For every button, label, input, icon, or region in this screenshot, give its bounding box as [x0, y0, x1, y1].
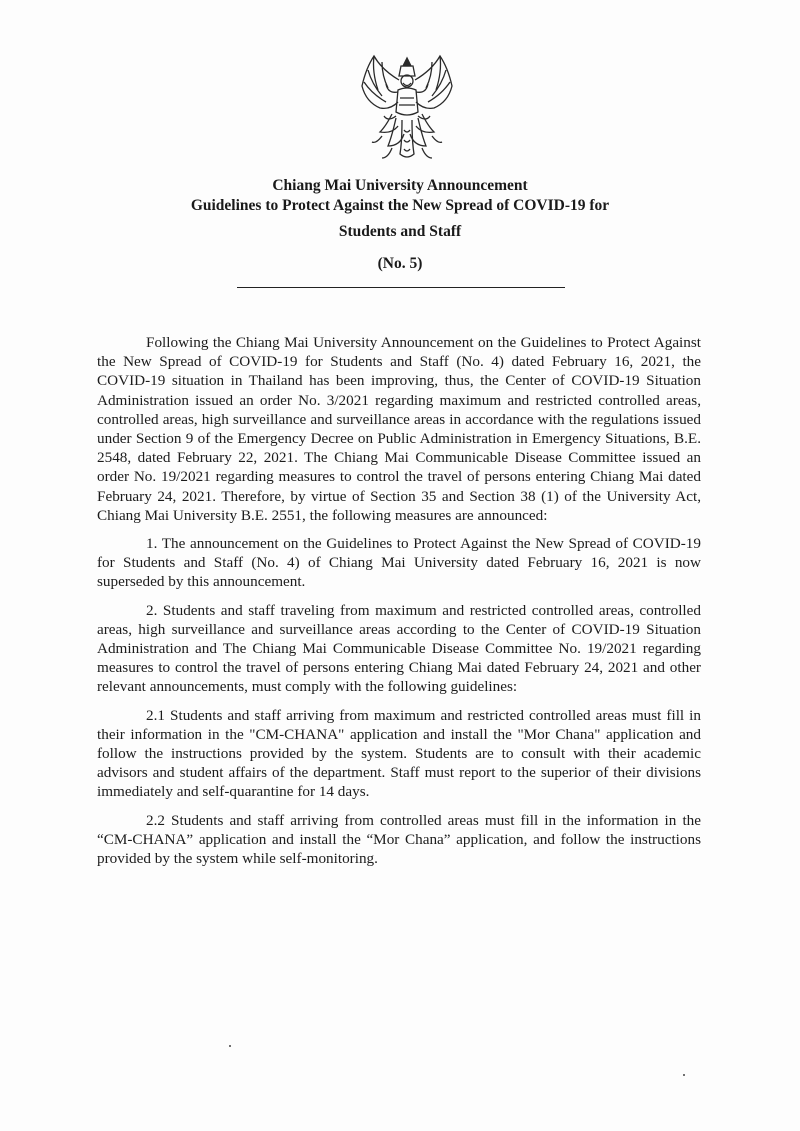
announcement-subtitle-continued: Students and Staff [338, 223, 462, 240]
announcement-body [97, 333, 701, 878]
garuda-emblem-icon [352, 50, 462, 168]
paragraph-preamble: Following the Chiang Mai University Announcement on the Guidelines to Protect Against the New Spread of COVID-19 for Students and Staff (No. 4) dated February 16, 2021, the COVID-19 situation in Thailand has been improving, thus, the Center of COVID-19 Situation Administration issued an order No. 3/2021 regarding maximum and restricted controlled areas, controlled areas, high surveillance and surveillance areas in accordance with the regulations issued under Section 9 of the Emergency Decree on Public Administration in Emergency Situations, B.E. 2548, dated February 22, 2021. The Chiang Mai Communicable Disease Committee issued an order No. 19/2021 regarding measures to control the travel of persons entering Chiang Mai dated February 24, 2021. Therefore, by virtue of Section 35 and Section 38 (1) of the University Act, Chiang Mai University B.E. 2551, the following measures are announced: [97, 334, 701, 524]
paragraph-item-2-2: 2.2 Students and staff arriving from controlled areas must fill in the information in the “CM-CHANA” application and install the “Mor Chana” application, and follow the instructions provided by the system while self-monitoring. [97, 811, 701, 868]
announcement-title: Chiang Mai University Announcement [272, 177, 528, 194]
announcement-subtitle: Guidelines to Protect Against the New Spread of COVID-19 for [190, 197, 610, 214]
header-divider [237, 287, 565, 288]
paragraph-item-1: 1. The announcement on the Guidelines to Protect Against the New Spread of COVID-19 for Students and Staff (No. 4) of Chiang Mai University dated February 16, 2021 is now superseded by this announcement. [97, 535, 701, 591]
scan-speck [229, 1045, 231, 1047]
paragraph-item-2-1: 2.1 Students and staff arriving from maximum and restricted controlled areas must fill in their information in the "CM-CHANA" application and install the "Mor Chana" application and follow the instructions provided by the system. Students are to consult with their academic advisors and student affairs of the department. Staff must report to the superior of their divisions immediately and self-quarantine for 14 days. [97, 706, 701, 801]
paragraph-item-2: 2. Students and staff traveling from maximum and restricted controlled areas, controlled areas, high surveillance and surveillance areas according to the Center of COVID-19 Situation Administration and The Chiang Mai Communicable Disease Committee No. 19/2021 regarding measures to control the travel of persons entering Chiang Mai dated February 24, 2021 and other relevant announcements, must comply with the following guidelines: [97, 601, 701, 696]
announcement-header [0, 176, 800, 274]
scan-speck [683, 1074, 685, 1076]
announcement-number: (No. 5) [377, 255, 423, 272]
